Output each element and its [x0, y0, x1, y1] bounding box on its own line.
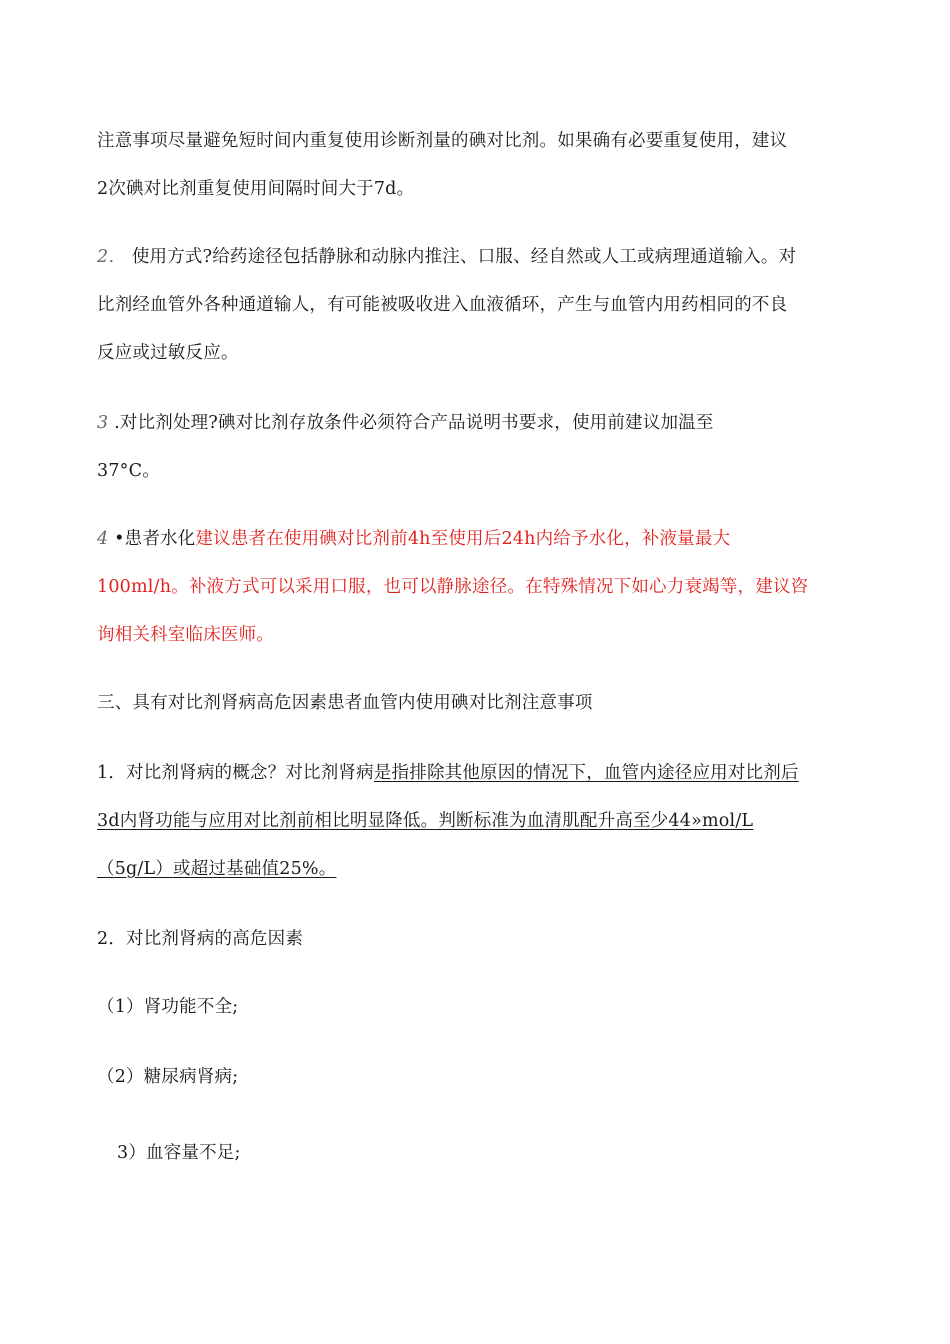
paragraph-3-line-2: 37°C。: [97, 461, 160, 481]
paragraph-5-line-2: 3d内肾功能与应用对比剂前相比明显降低。判断标准为血清肌配升高至少44»mol/L: [97, 811, 754, 831]
hydration-label: •患者水化: [114, 529, 196, 549]
paragraph-5-line-3: （5g/L）或超过基础值25%。: [97, 859, 337, 879]
list-item-2: （2）糖尿病肾病;: [97, 1067, 239, 1087]
paragraph-3-line-1: [97, 411, 714, 435]
paragraph-6: 2．对比剂肾病的高危因素: [97, 929, 304, 949]
paragraph-2-line-2: 比剂经血管外各种通道输人，有可能被吸收进入血液循环，产生与血管内用药相同的不良: [97, 295, 788, 315]
paragraph-3-text: .对比剂处理?碘对比剂存放条件必须符合产品说明书要求，使用前建议加温至: [114, 413, 714, 433]
paragraph-2-text: 使用方式?给药途径包括静脉和动脉内推注、口服、经自然或人工或病理通道输入。对: [131, 247, 797, 267]
item-number: 4: [97, 529, 109, 549]
item-number: 2．: [97, 247, 127, 267]
section-3-heading: 三、具有对比剂肾病高危因素患者血管内使用碘对比剂注意事项: [97, 693, 593, 713]
paragraph-2-line-3: 反应或过敏反应。: [97, 343, 239, 363]
paragraph-2-line-1: [97, 245, 796, 269]
list-item-3: 3）血容量不足;: [117, 1143, 241, 1163]
paragraph-1-line-2: 2次碘对比剂重复使用间隔时间大于7d。: [97, 179, 415, 199]
list-item-1: （1）肾功能不全;: [97, 997, 239, 1017]
paragraph-4-line-1: [97, 527, 730, 551]
hydration-recommendation: 建议患者在使用碘对比剂前4h至使用后24h内给予水化，补液量最大: [195, 529, 731, 549]
paragraph-5-text: 1．对比剂肾病的概念？对比剂肾病: [97, 763, 374, 783]
item-number: 3: [97, 413, 109, 433]
paragraph-5-line-1: [97, 761, 799, 785]
paragraph-4-line-2: 100ml/h。补液方式可以采用口服，也可以静脉途径。在特殊情况下如心力衰竭等，建议咨: [97, 577, 809, 597]
paragraph-1-line-1: 注意事项尽量避免短时间内重复使用诊断剂量的碘对比剂。如果确有必要重复使用，建议: [97, 131, 788, 151]
paragraph-4-line-3: 询相关科室临床医师。: [97, 625, 274, 645]
definition-underlined: 是指排除其他原因的情况下，血管内途径应用对比剂后: [373, 763, 799, 783]
